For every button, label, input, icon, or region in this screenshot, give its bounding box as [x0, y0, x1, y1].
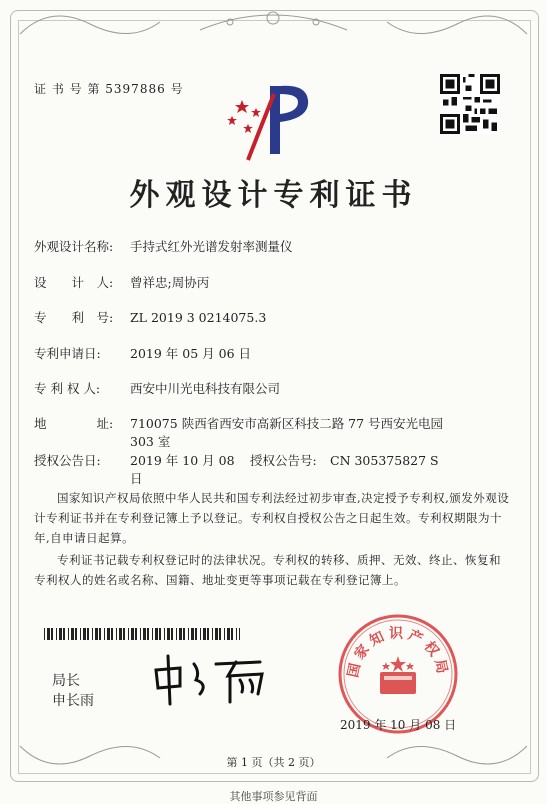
certificate-number-value: 5397886 [105, 82, 166, 96]
handwritten-signature [150, 650, 270, 710]
document-title: 外观设计专利证书 [129, 178, 418, 213]
grant-paragraph: 国家知识产权局依照中华人民共和国专利法经过初步审查,决定授予专利权,颁发外观设计专利证书并在专利登记簿上予以登记。专利权自授权公告之日起生效。专利权期限为十年,自申请日起算。 [34, 491, 510, 545]
certificate-number-label: 证 书 号 第 [34, 82, 101, 96]
field-value: 西安中川光电科技有限公司 [130, 381, 281, 396]
director-title: 局长 [52, 673, 80, 689]
barcode [44, 628, 240, 640]
field-label: 设 计 人: [34, 275, 114, 290]
field-label: 专利申请日: [34, 346, 101, 361]
field-label: 专 利 权 人: [34, 381, 101, 396]
field-value: 手持式红外光谱发射率测量仪 [130, 239, 293, 254]
cnipa-emblem [218, 74, 328, 164]
top-ornament [10, 4, 537, 40]
seal-date: 2019 年 10 月 08 日 [340, 718, 457, 732]
field-grant-date [34, 452, 439, 488]
footer-note: 其他事项参见背面 [229, 790, 318, 803]
field-value: 2019 年 05 月 06 日 [130, 346, 251, 361]
svg-text:国家知识产权局 [344, 625, 450, 679]
field-value: ZL 2019 3 0214075.3 [130, 310, 267, 325]
field-label: 地 址: [34, 416, 114, 431]
field-design-name [34, 238, 293, 256]
certificate-number-suffix: 号 [170, 82, 184, 96]
certificate-number [34, 80, 184, 97]
field-value: 曾祥忠;周协丙 [130, 275, 210, 290]
field-designer [34, 274, 209, 292]
field-patentee [34, 380, 280, 398]
legal-status-paragraph: 专利证书记载专利权登记时的法律状况。专利权的转移、质押、无效、终止、恢复和专利权人的姓名或名称、国籍、地址变更等事项记载在专利登记簿上。 [34, 553, 501, 587]
director-name: 申长雨 [52, 693, 94, 709]
field-application-date [34, 345, 251, 363]
page-number: 第 1 页（共 2 页） [226, 756, 321, 769]
field-label: 专 利 号: [34, 310, 114, 325]
field-patent-number [34, 309, 266, 327]
field-label: 授权公告号: [250, 453, 317, 468]
field-value: CN 305375827 S [330, 453, 439, 468]
field-label: 外观设计名称: [34, 239, 114, 254]
seal-text: 国家知识产权局 [345, 626, 451, 680]
field-address [34, 415, 470, 451]
field-value: 2019 年 10 月 08 日 [130, 453, 235, 486]
qr-code [440, 74, 500, 134]
field-value: 710075 陕西省西安市高新区科技二路 77 号西安光电园 303 室 [130, 416, 444, 449]
field-label: 授权公告日: [34, 453, 101, 468]
